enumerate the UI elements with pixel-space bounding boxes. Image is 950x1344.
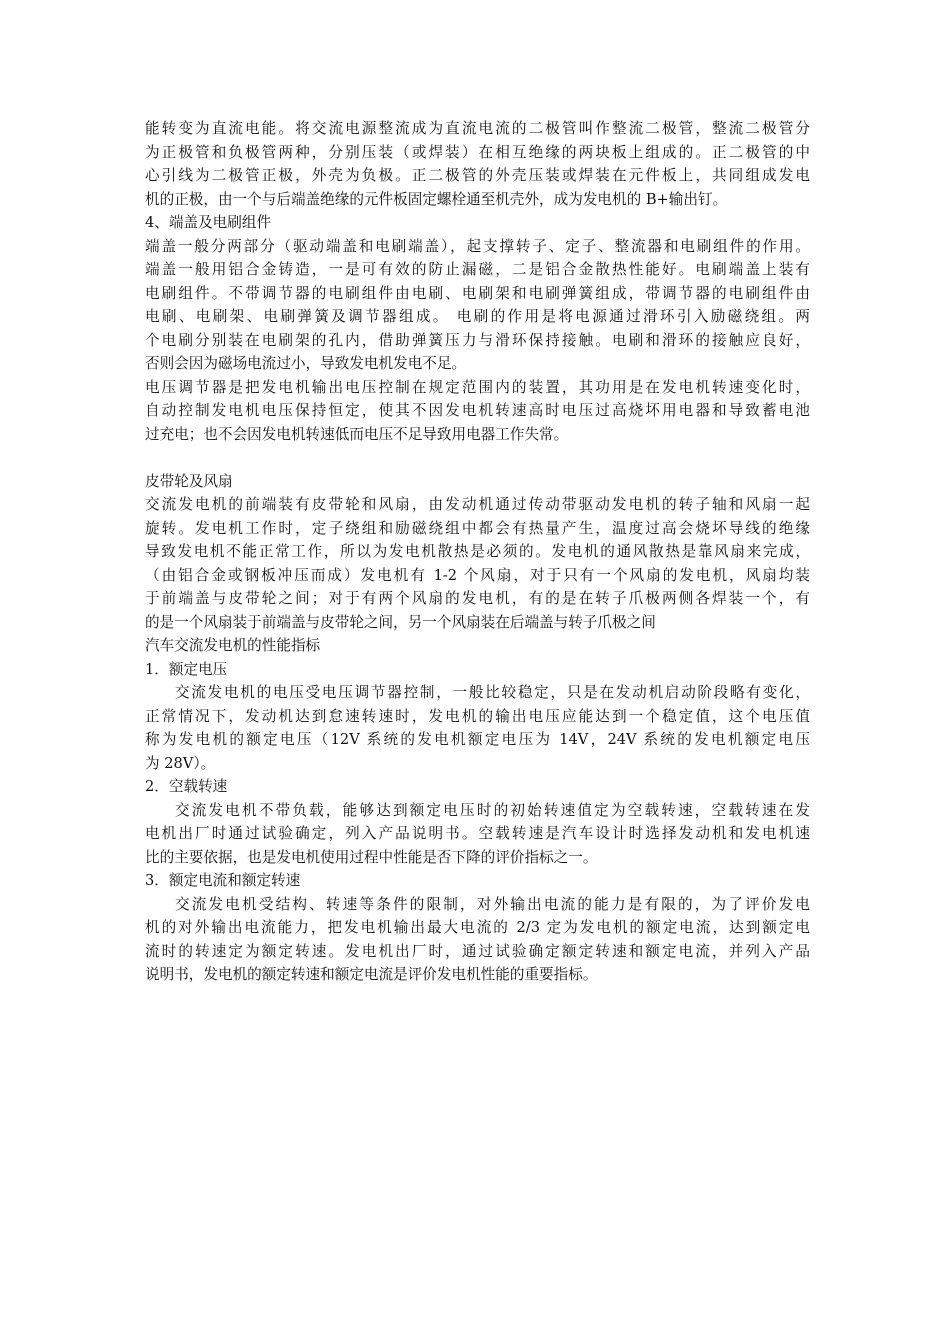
text-line: 交流发电机的电压受电压调节器控制，一般比较稳定，只是在发动机启动阶段略有变化，	[175, 684, 810, 701]
text-line: 机的对外输出电流能力，把发电机输出最大电流的 2/3 定为发电机的额定电流，达到额定电	[145, 919, 810, 936]
text-line: 称为发电机的额定电压（12V 系统的发电机额定电压为 14V，24V 系统的发电机额定电压	[145, 731, 810, 748]
paragraph-pulley	[145, 493, 810, 634]
text-line: 流时的转速定为额定转速。发电机出厂时，通过试验确定额定转速和额定电流，并列入产品	[145, 942, 810, 960]
text-line: 比的主要依据，也是发电机使用过程中性能是否下降的评价指标之一。	[145, 848, 598, 866]
text-line: 正常情况下，发动机达到怠速转速时，发电机的输出电压应能达到一个稳定值，这个电压值	[145, 707, 810, 725]
text-line: 电刷组件。不带调节器的电刷组件由电刷、电刷架和电刷弹簧组成，带调节器的电刷组件由	[145, 284, 810, 302]
text-line: 端盖一般用铝合金铸造，一是可有效的防止漏磁，二是铝合金散热性能好。电刷端盖上装有	[145, 261, 810, 278]
text-line: 交流发电机的前端装有皮带轮和风扇，由发动机通过传动带驱动发电机的转子轴和风扇一起	[145, 496, 810, 513]
text-line: 导致发电机不能正常工作，所以为发电机散热是必须的。发电机的通风散热是靠风扇来完成，	[145, 543, 810, 560]
paragraph-regulator	[145, 376, 810, 447]
text-line: 机的正极，由一个与后端盖绝缘的元件板固定螺栓通至机壳外，成为发电机的 B+输出钉。	[145, 190, 728, 208]
text-line: 能转变为直流电能。将交流电源整流成为直流电流的二极管叫作整流二极管，整流二极管分	[145, 120, 810, 137]
subheading-rated-voltage: 1．额定电压	[145, 660, 228, 678]
text-line: 旋转。发电机工作时，定子绕组和励磁绕组中都会有热量产生，温度过高会烧坏导线的绝缘	[145, 519, 810, 537]
section-heading-pulley: 皮带轮及风扇	[145, 472, 233, 490]
text-line: 端盖一般分两部分（驱动端盖和电刷端盖），起支撑转子、定子、整流器和电刷组件的作用。	[145, 237, 810, 255]
text-line: 为正极管和负极管两种，分别压装（或焊装）在相互绝缘的两块板上组成的。正二极管的中	[145, 143, 810, 161]
subheading-noload-speed: 2．空载转速	[145, 778, 228, 795]
text-line: 交流发电机受结构、转速等条件的限制，对外输出电流的能力是有限的，为了评价发电	[175, 895, 810, 913]
text-line: 个电刷分别装在电刷架的孔内，借助弹簧压力与滑环保持接触。电刷和滑环的接触应良好，	[145, 331, 810, 349]
section-heading-endcap: 4、端盖及电刷组件	[145, 214, 272, 231]
text-line: （由铝合金或钢板冲压而成）发电机有 1-2 个风扇，对于只有一个风扇的发电机，风扇均装	[145, 566, 810, 584]
text-line: 否则会因为磁场电流过小，导致发电机发电不足。	[145, 355, 467, 372]
text-line: 为 28V）。	[145, 754, 216, 772]
section-heading-performance: 汽车交流发电机的性能指标	[145, 637, 321, 654]
subheading-rated-current: 3．额定电流和额定转速	[145, 872, 301, 889]
paragraph-endcap	[145, 235, 810, 376]
text-line: 电压调节器是把发电机输出电压控制在规定范围内的装置，其功用是在发电机转速变化时，	[145, 378, 810, 396]
paragraph-noload-speed	[145, 799, 810, 870]
text-line: 的是一个风扇装于前端盖与皮带轮之间，另一个风扇装在后端盖与转子爪极之间	[145, 613, 656, 631]
paragraph-rated-current	[145, 893, 810, 987]
text-line: 心引线为二极管正极，外壳为负极。正二极管的外壳压装或焊装在元件板上，共同组成发电	[145, 167, 810, 184]
blank-line	[145, 446, 810, 470]
text-line: 自动控制发电机电压保持恒定，使其不因发电机转速高时电压过高烧坏用电器和导致蓄电池	[145, 402, 810, 419]
text-line: 电机出厂时通过试验确定，列入产品说明书。空载转速是汽车设计时选择发动机和发电机速	[145, 825, 810, 842]
paragraph-rated-voltage	[145, 681, 810, 775]
document-page	[145, 117, 810, 987]
text-line: 说明书，发电机的额定转速和额定电流是评价发电机性能的重要指标。	[145, 966, 598, 983]
paragraph-rectifier	[145, 117, 810, 211]
text-line: 电刷、电刷架、电刷弹簧及调节器组成。 电刷的作用是将电源通过滑环引入励磁绕组。两	[145, 308, 810, 325]
text-line: 过充电；也不会因发电机转速低而电压不足导致用电器工作失常。	[145, 425, 569, 443]
text-line: 交流发电机不带负载，能够达到额定电压时的初始转速值定为空载转速，空载转速在发	[175, 801, 810, 819]
text-line: 于前端盖与皮带轮之间；对于有两个风扇的发电机，有的是在转子爪极两侧各焊装一个，有	[145, 590, 810, 607]
